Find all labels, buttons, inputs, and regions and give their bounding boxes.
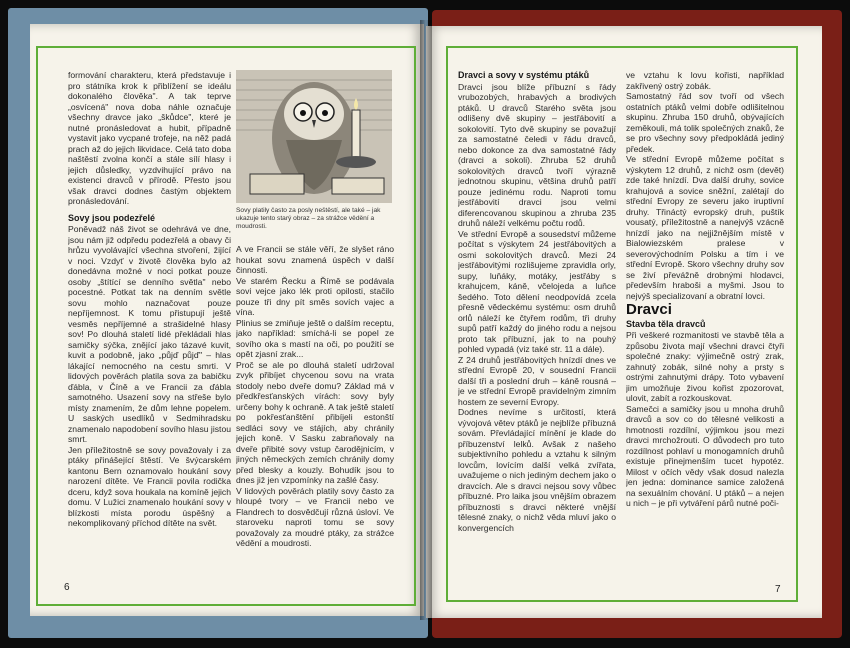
left-intro-text: formování charakteru, která představuje i pro státníka krok k přiblížení se ideálu dokonalého člověka". A tak teprve „osvícená" nova doba náhle označuje všechny dravce jako „škůdce", které je nutné pronásledovat a hubit, případně vystavit jako vycpané trofeje, na něž padá prach až do jejich likvidace. Celá tato doba naštěstí zvolna končí a stále sílí hlasy i jejich důsledky, vyzdvihující právo na existenci dravců v přírodě. Přesto jsou však dravci dodnes častým objektem pronásledování. <box>68 70 231 206</box>
left-col1-body: Poněvadž náš život se odehrává ve dne, jsou nám již odpředu podezřelá a obavy či hrůzu vyvolávající všechna stvoření, žijící v noci. Vzdyť v životě člověka bylo až donedávna možné v noci potkat pouze osoby „štítící se denního světla" nebo pocestné. Potkat tak na denním světle sovu mohlo naznačovat pouze nepříjemnost. K tomu přistupují ještě vesměs nepříjemné a strašidelné hlasy sov! Po dlouhá staletí lidé překládali hlas samičky sýčka, znějící jako tázavé kuvit, kuvit a podobně, jako „půjď půjď" – hlas lákající nemocného na cestu smrti. V lidových pověrách platila sova za babičku ďábla, v Číně a ve Francii za ďábla samotného. Usazení sovy na střeše bylo místy znamením, že dům lehne popelem. U saských usedlíků v Sedmihradsku znamenalo napodobení sovího hlasu jistou smrt. <box>68 224 231 444</box>
book-gutter <box>420 20 432 620</box>
page-number-right: 7 <box>775 584 781 595</box>
right-col1-p1: Dravci jsou blíže příbuzní s řády vrubozobých, hrabavých a brodivých ptáků. U dravců Starého světa jsou odlišeny dvě skupiny – jestřábovití a sokolovití. Tyto dvě skupiny se považují za samostatné čeledi v řádu dravců, nebo dokonce za dva samostatné řády (dravci a sokoli). Zhruba 52 druhů sokolovitých dravců tvoří výrazně jednotnou skupinu, většina druhů patří pouze jedinému rodu. Naproti tomu jestřábovití dravci jsou velmi diferencovanou skupinou a zhruba 235 druhů náleží velkému počtu rodů. <box>458 81 616 228</box>
left-col2-p1: A ve Francii se stále věří, že slyšet ráno houkat sovu znamená úspěch v další činnosti. <box>236 244 394 275</box>
right-col1-p2: Ve střední Evropě a sousedství můžeme počítat s výskytem 24 jestřábovitých a osmi sokolovitých dravců. Mezi 24 jestřábovitými rozlišujeme zpravidla orly, supy, luňáky, motáky, jestřáby s krahujcem, káně, včelojeda a luňce šedého. Toto dělení neodpovídá zcela přesně vědeckému systému: osm druhů orlů náleží ke čtyřem rodům, tři druhy supů patří každý do jiného rodu a nejsou proto tak příbuzní, jak to na pouhý pohled vypadá (viz také str. 11 a dále). <box>458 228 616 354</box>
left-col2-p3: Plinius se zmiňuje ještě o dalším receptu, jako například: smíchá-li se popel ze sovího oka s mastí na oči, po použití se opět zjasní zrak... <box>236 317 394 359</box>
left-col2-p2: Ve starém Řecku a Římě se podávala sovi vejce jako lék proti opilosti, stačilo pouze tři dny pít směs sovích vajec a vína. <box>236 275 394 317</box>
section-heading-system: Dravci a sovy v systému ptáků <box>458 70 590 80</box>
right-col2-p1: ve vztahu k lovu kořisti, například zakřivený ostrý zobák. <box>626 70 784 91</box>
owl-engraving-image <box>236 70 392 203</box>
subheading-body-structure: Stavba těla dravců <box>626 318 706 329</box>
right-column-1 <box>458 70 616 575</box>
left-col2-p5: V lidových pověrách platily sovy často za hloupé tvory – ve Francii nebo ve Flandrech to dosvědčují různá úsloví. Ve staroveku naproti tomu se sovy považovaly za moudré ptáky, za strážce vědění a moudrosti. <box>236 485 394 548</box>
section-title-dravci: Dravci <box>626 301 672 318</box>
left-col1-body2: Jen příležitostně se sovy považovaly i za ptáky přinášející štěstí. Ve švýcarském kantonu Bern oznamovalo houkání sovy narození dítěte. Ve Francii povila rodička dceru, když sova houkala na komíně jejich domu. V Lužici znamenalo houkání sovy v blízkosti místa porodu úspěšný a nekomplikovaný příchod dítěte na svět. <box>68 444 231 528</box>
left-column-1 <box>68 70 231 575</box>
right-col2-p5: Samečci a samičky jsou u mnoha druhů dravců a sov co do tělesné velikosti a hmotnosti rozdílní, výjimkou jsou mezi dravci mrchožrouti. O důvodech pro tuto rozdílnost pohlaví u monogamních druhů existuje přinejmenším tucet hypotéz. Milost v očích vědy však dosud nalezla jen jedna: dominance samice založená na sexuálním chování. U ptáků – a nejen u nich – je při vytváření párů nutné poči- <box>626 403 784 508</box>
page-number-left: 6 <box>64 582 70 593</box>
right-col2-p4: Při veškeré rozmanitosti ve stavbě těla a způsobu života mají všechni dravci čtyři společné znaky: výjimečně ostrý zrak, zahnutý zobák, silné nohy a prsty s ostrými zahnutými drápy. Toto vybavení jim umožňuje živou kořist zpozorovat, ulovit, zabít a rozkouskovat. <box>626 330 784 403</box>
owl-image-caption: Sovy platily často za posly neštěstí, ale také – jak ukazuje tento starý obraz – za strážce vědění a moudrosti. <box>236 207 381 230</box>
right-col2-p2: Samostatný řád sov tvoří od všech ostatních ptáků velmi dobře odlišitelnou skupinu. Zhruba 150 druhů, obývajících zeměkouli, má tolik společných znaků, že se pro všechny sovy předpokládá jediný předek. <box>626 91 784 154</box>
left-column-2 <box>236 244 394 574</box>
right-col1-p4: Dodnes nevíme s určitostí, která vývojová větev ptáků je nejblíže příbuzná sovám. Převládající mínění je klade do příbuzenství lelků. Avšak z našeho subjektivního pohledu a vztahu k silným lovcům, lovícím další velká zvířata, uvažujeme o nich jediným dechem jako o dravcích. Ale s dravci nejsou sovy vůbec příbuzné. Pro laika jsou vnějším obrazem příbuznosti s dravci některé vnější tělesné znaky, o nichž věda mluví jako o konvergencích <box>458 407 616 533</box>
section-heading-owls: Sovy jsou podezřelé <box>68 212 156 223</box>
right-column-2 <box>626 70 784 575</box>
left-col2-p4: Proč se ale po dlouhá staletí udržoval zvyk přibíjet chycenou sovu na vrata stodoly nebo dveře domu? Základ má v předkřesťanských vírách: sovy byly určeny bohy k ochraně. A tak ještě staletí po pokřesťanštění přibíjeli estonští sedláci sovy ve stájích, aby chránily jejich koně. V Sasku zabraňovaly na dveře přibité sovy vstup čarodějnicím, v jiných německých zemích chránily domy před blesky a kouzly. Bohudík jsou to dnes již jen vzpomínky na zašlé časy. <box>236 359 394 485</box>
right-col2-p3: Ve střední Evropě můžeme počítat s výskytem 12 druhů, z nichž osm (devět) zde také hnízdí. Dva další druhy, sovice krahujová a sovice sněžní, zalétají do střední Evropy ze severu jako iruptivní druhy. Třináctý evropský druh, puštík vousatý, příležitostně a nanejvýš vzácně hnízdí jako na nejjižnějším místě v Bialowiezském pralese v severovýchodním Polsku a tím i ve střední Evropě. Skoro všechny druhy sov se živí převážně drobnými hlodavci, především hraboši a myšmi. Jsou to nejvýš specializovaní a obratní lovci. <box>626 154 784 301</box>
right-col1-p3: Z 24 druhů jestřábovitých hnízdí dnes ve střední Evropě 20, v sousední Francii další tři a poslední druh – káně rousná – je ve střední Evropě pravidelným zimním hostem ze severní Evropy. <box>458 354 616 407</box>
